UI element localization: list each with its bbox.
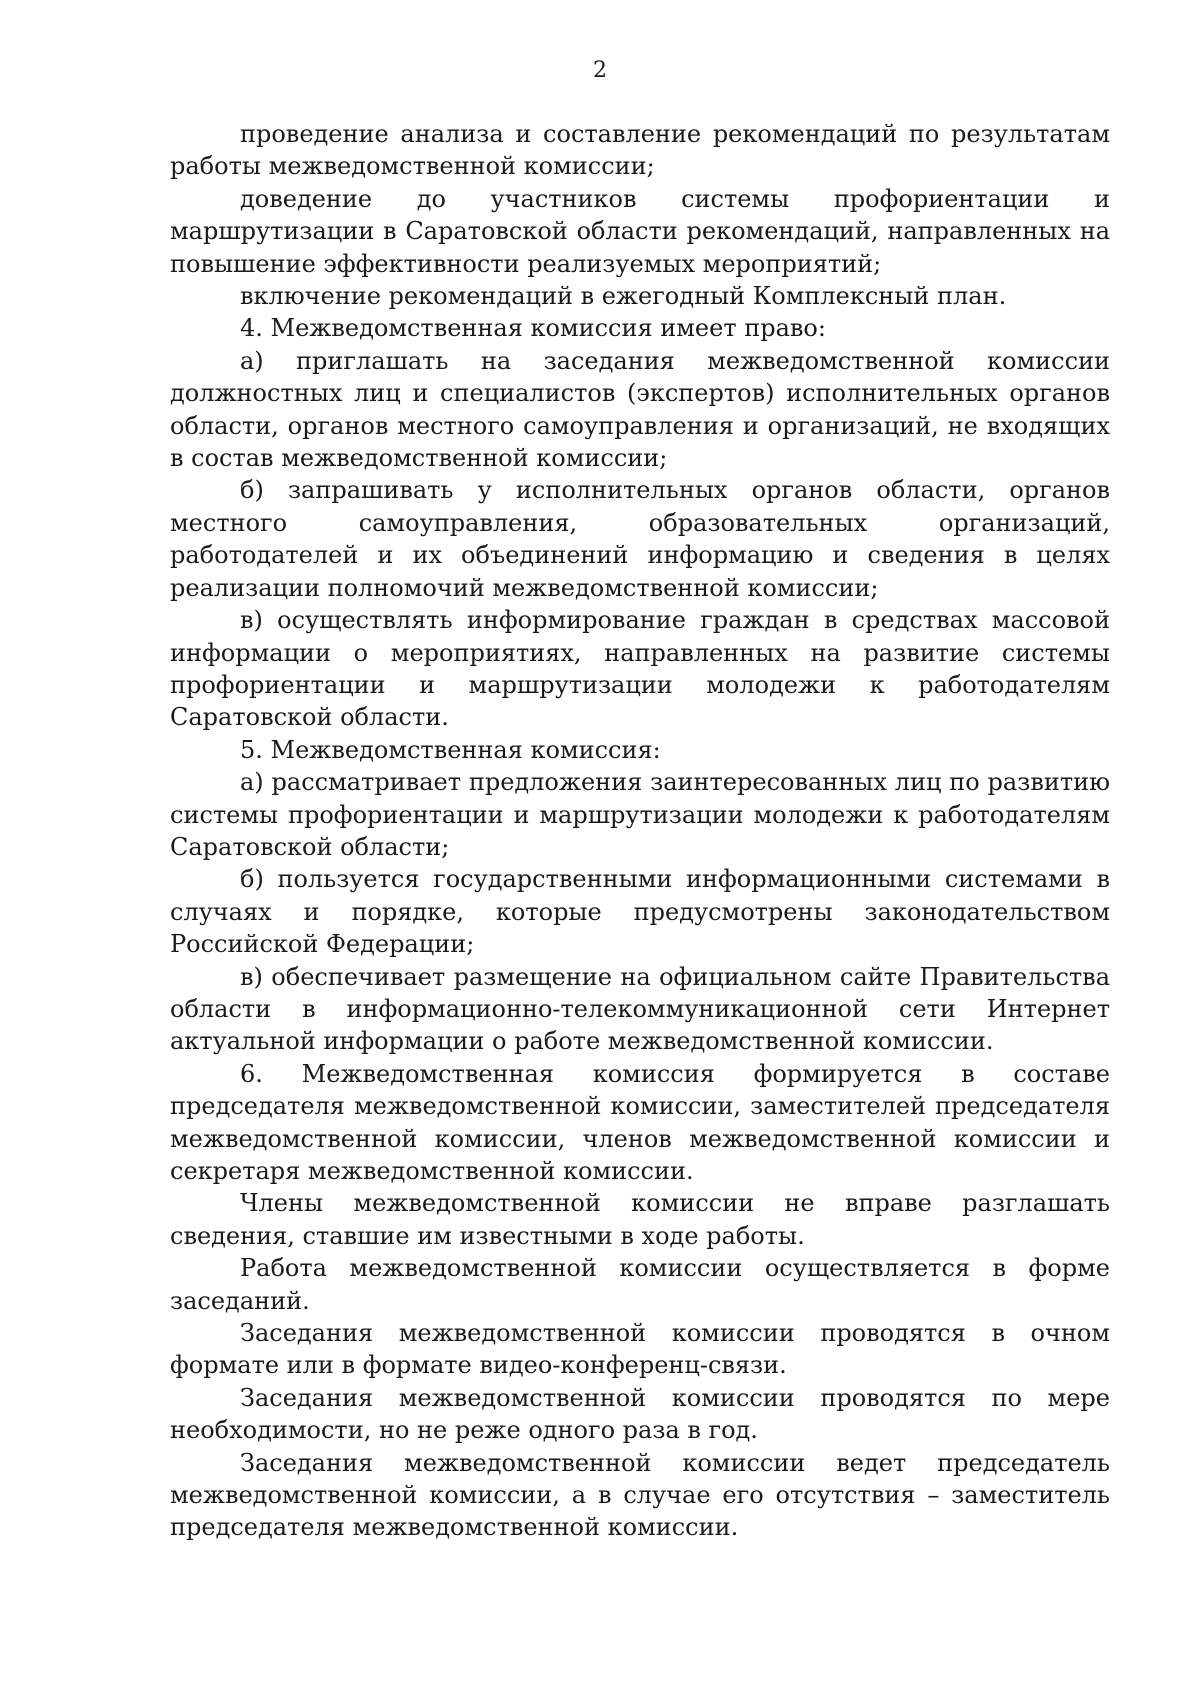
paragraph-confidentiality: Члены межведомственной комиссии не вправе разглашать сведения, ставшие им известными в ходе работы.	[170, 1189, 1110, 1250]
section-4-heading: 4. Межведомственная комиссия имеет право:	[240, 314, 826, 343]
paragraph-4b: б) запрашивать у исполнительных органов области, органов местного самоуправления, образовательных организаций, работодателей и их объединений информацию и сведения в целях реализации полномочий межведомственной комиссии;	[170, 476, 1110, 602]
paragraph-6-composition: 6. Межведомственная комиссия формируется в составе председателя межведомственной комиссии, заместителей председателя межведомственной комиссии, членов межведомственной комиссии и секретаря межведомственной комиссии.	[170, 1059, 1110, 1185]
paragraph-5b: б) пользуется государственными информационными системами в случаях и порядке, которые предусмотрены законодательством Российской Федерации;	[170, 865, 1110, 959]
paragraph-meeting-form: Работа межведомственной комиссии осуществляется в форме заседаний.	[170, 1254, 1110, 1315]
document-body	[170, 118, 1110, 1544]
paragraph-meeting-chair: Заседания межведомственной комиссии ведет председатель межведомственной комиссии, а в случае его отсутствия – заместитель председателя межведомственной комиссии.	[170, 1448, 1110, 1542]
paragraph-5a: а) рассматривает предложения заинтересованных лиц по развитию системы профориентации и маршрутизации молодежи к работодателям Саратовской области;	[170, 768, 1110, 861]
section-5-heading: 5. Межведомственная комиссия:	[240, 735, 661, 764]
paragraph-analysis: проведение анализа и составление рекомендаций по результатам работы межведомственной комиссии;	[170, 120, 1110, 181]
paragraph-recommendations-delivery: доведение до участников системы профориентации и маршрутизации в Саратовской области рекомендаций, направленных на повышение эффективности реализуемых мероприятий;	[170, 184, 1110, 278]
paragraph-5v: в) обеспечивает размещение на официальном сайте Правительства области в информационно-телекоммуникационной сети Интернет актуальной информации о работе межведомственной комиссии.	[170, 962, 1110, 1056]
paragraph-4v: в) осуществлять информирование граждан в средствах массовой информации о мероприятиях, направленных на развитие системы профориентации и маршрутизации молодежи к работодателям Саратовской области.	[170, 606, 1110, 732]
paragraph-complex-plan: включение рекомендаций в ежегодный Комплексный план.	[240, 282, 1007, 311]
paragraph-meeting-format: Заседания межведомственной комиссии проводятся в очном формате или в формате видео-конференц-связи.	[170, 1319, 1110, 1380]
paragraph-meeting-frequency: Заседания межведомственной комиссии проводятся по мере необходимости, но не реже одного раза в год.	[170, 1383, 1110, 1445]
page-number: 2	[593, 58, 607, 83]
paragraph-4a: а) приглашать на заседания межведомственной комиссии должностных лиц и специалистов (экспертов) исполнительных органов области, органов местного самоуправления и организаций, не входящих в состав межведомственной комиссии;	[170, 346, 1110, 473]
